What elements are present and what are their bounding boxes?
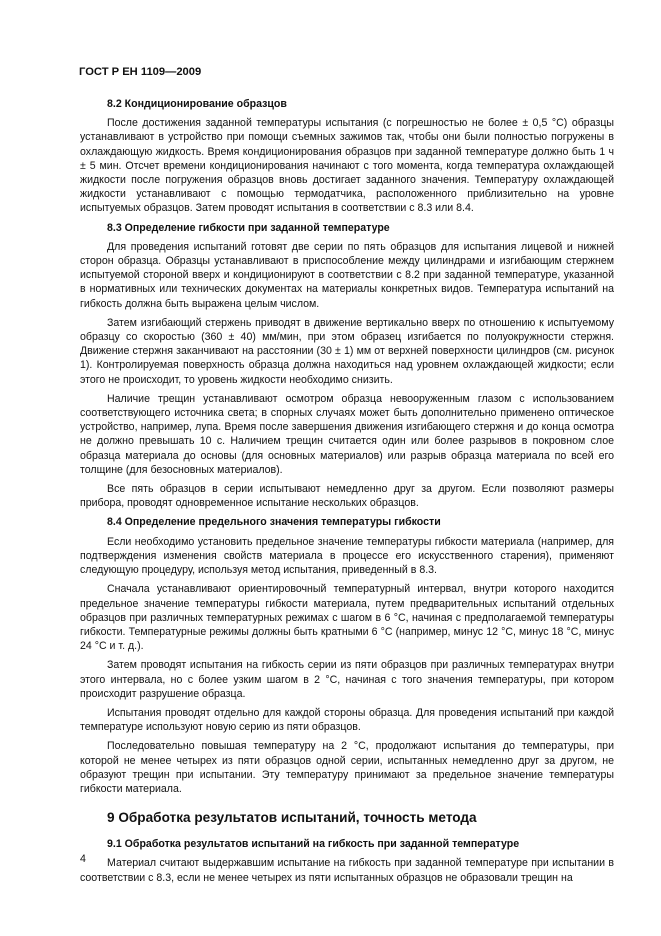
heading-8-3: 8.3 Определение гибкости при заданной температуре xyxy=(107,221,390,234)
paragraph-8-3-2: Затем изгибающий стержень приводят в движение вертикально вверх по отношению к испытуемому образцу со скоростью (360 ± 40) мм/мин, при этом образец изгибается по полуокружности стержня. Движение стержня заканчивают на расстоянии (30 ± 1) мм от верхней поверхности цилиндров (см. рисунок 1). Контролируемая поверхность образца должна находиться над уровнем охлаждающей жидкости; если этого не происходит, то уровень жидкости необходимо снизить. xyxy=(80,316,614,386)
paragraph-8-4-4: Испытания проводят отдельно для каждой стороны образца. Для проведения испытаний при каждой температуре используют новую серию из пяти образцов. xyxy=(80,706,614,734)
page-number: 4 xyxy=(80,853,86,865)
paragraph-8-3-4: Все пять образцов в серии испытывают немедленно друг за другом. Если позволяют размеры прибора, проводят одновременное испытание нескольких образцов. xyxy=(80,483,614,510)
paragraph-8-2-1: После достижения заданной температуры испытания (с погрешностью не более ± 0,5 °С) образцы устанавливают в устройство при помощи съемных зажимов так, чтобы они были полностью погружены в охлаждающую жидкость. Время кондиционирования образцов при заданной температуре должно быть 1 ч ± 5 мин. Отсчет времени кондиционирования начинают с того момента, когда температура охлаждающей жидкости после погружения образцов вновь достигает заданного значения. Температуру охлаждающей жидкости устанавливают с помощью термодатчика, расположенного приблизительно на уровне испытуемых образцов. Затем проводят испытания в соответствии с 8.3 или 8.4. xyxy=(80,117,614,215)
document-header: ГОСТ Р ЕН 1109—2009 xyxy=(79,66,202,78)
heading-9-1: 9.1 Обработка результатов испытаний на гибкость при заданной температуре xyxy=(107,838,520,851)
paragraph-8-3-3: Наличие трещин устанавливают осмотром образца невооруженным глазом с использованием соответствующего источника света; в спорных случаях может быть дополнительно применено оптическое устройство, например, лупа. Время после завершения движения изгибающего стержня и до конца осмотра не должно превышать 10 с. Наличием трещин считается один или более разрывов в покровном слое образца материала до основы (для основных материалов) или разрыв образца материала по всей его толщине (для безосновных материалов). xyxy=(80,392,614,476)
paragraph-8-4-3: Затем проводят испытания на гибкость серии из пяти образцов при различных температурах внутри этого интервала, но с более узким шагом в 2 °С, начиная с того значения температуры, при котором происходит разрушение образца. xyxy=(80,659,614,700)
document-body xyxy=(80,97,614,890)
heading-8-2: 8.2 Кондиционирование образцов xyxy=(107,98,287,110)
paragraph-8-4-2: Сначала устанавливают ориентировочный температурный интервал, внутри которого находится предельное значение температуры гибкости материала, путем предварительных испытаний отдельных образцов при различных температурных режимах с шагом в 6 °С, начиная с предполагаемой температуры гибкости. Температурные режимы должны быть кратными 6 °С (например, минус 12 °С, минус 18 °С, минус 24 °С и т. д.). xyxy=(80,583,614,653)
heading-8-4: 8.4 Определение предельного значения температуры гибкости xyxy=(107,516,441,529)
heading-9: 9 Обработка результатов испытаний, точность метода xyxy=(107,810,477,826)
paragraph-8-3-1: Для проведения испытаний готовят две серии по пять образцов для испытания лицевой и нижней сторон образца. Образцы устанавливают в приспособление между цилиндрами и изгибающим стержнем испытуемой стороной вверх и кондиционируют в соответствии с 8.2 при заданной температуре, указанной в нормативных или технических документах на материалы конкретных видов. Температура испытаний на гибкость должна быть выражена целым числом. xyxy=(80,240,614,310)
paragraph-8-4-1: Если необходимо установить предельное значение температуры гибкости материала (например, для подтверждения изменения свойств материала в процессе его искусственного старения), применяют следующую процедуру, используя метод испытания, приведенный в 8.3. xyxy=(80,535,614,577)
paragraph-9-1-1: Материал считают выдержавшим испытание на гибкость при заданной температуре при испытании в соответствии с 8.3, если не менее четырех из пяти испытанных образцов не образовали трещин на xyxy=(80,857,614,884)
paragraph-8-4-5: Последовательно повышая температуру на 2 °С, продолжают испытания до температуры, при которой не менее четырех из пяти образцов одной серии, испытанных немедленно друг за другом, не образуют трещин при испытании. Эту температуру принимают за предельное значение температуры гибкости материала. xyxy=(80,740,614,795)
